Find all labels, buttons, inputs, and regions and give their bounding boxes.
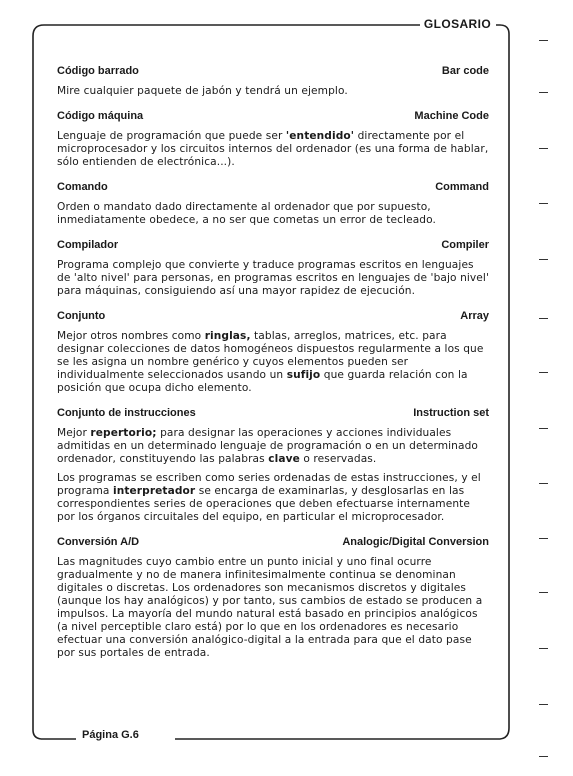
term-spanish: Conjunto de instrucciones [57, 407, 196, 419]
definition-text: Orden o mandato dado directamente al ordenador que por supuesto, inmediatamente obedece, a no ser que cometas un error de tecleado. [57, 201, 436, 226]
page-number: Página G.6 [78, 728, 143, 742]
glossary-content [57, 64, 489, 671]
term-spanish: Comando [57, 181, 108, 193]
term-spanish: Código barrado [57, 65, 139, 77]
definition-paragraph [57, 85, 489, 98]
definition-bold-text: clave [268, 453, 300, 465]
term-spanish: Código máquina [57, 110, 144, 122]
margin-mark [539, 203, 548, 204]
entry-header [57, 406, 489, 420]
term-english: Array [460, 310, 489, 322]
definition-bold-text: repertorio; [90, 427, 157, 439]
definition-text: Lenguaje de programación que puede ser [57, 130, 286, 142]
definition-paragraph [57, 330, 489, 395]
glossary-entry [57, 109, 489, 169]
glossary-entry [57, 180, 489, 227]
definition-text: directamente por el microprocesador y los circuitos internos del ordenador (es una forma de hablar, sólo entienden de electrónica...). [57, 130, 489, 168]
entry-header [57, 238, 489, 252]
definition-paragraph [57, 427, 489, 466]
margin-mark [539, 40, 548, 41]
definition-text: Mejor otros nombres como [57, 330, 205, 342]
definition-text: Los programas se escriben como series ordenadas de estas instrucciones, y el programa [57, 472, 481, 497]
margin-mark [539, 483, 548, 484]
page-title: GLOSARIO [420, 17, 495, 31]
term-spanish: Conversión A/D [57, 536, 140, 548]
margin-mark [539, 428, 548, 429]
term-english: Machine Code [414, 110, 489, 122]
definition-paragraph [57, 556, 489, 660]
entry-header [57, 309, 489, 323]
entry-definition [57, 330, 489, 395]
entry-definition [57, 201, 489, 227]
margin-mark [539, 372, 548, 373]
entry-definition [57, 85, 489, 98]
margin-mark [539, 592, 548, 593]
entry-definition [57, 130, 489, 169]
definition-text: Las magnitudes cuyo cambio entre un punto inicial y uno final ocurre gradualmente y no de manera infinitesimalmente continua se denominan digitales o discretas. Los ordenadores son mecanismos discretos y digitales (aunque los hay analógicos) y por tanto, sus cambios de estado se producen a impulsos. La mayoría del mundo natural está basado en principios analógicos (a nivel perceptible claro está) por lo que en los ordenadores es necesario efectuar una conversión analógico-digital a la entrada para que el dato pase por sus portales de entrada. [57, 556, 483, 659]
definition-text: que guarda relación con la posición que ocupa dicho elemento. [57, 369, 468, 394]
glossary-entry [57, 535, 489, 660]
margin-mark [539, 92, 548, 93]
term-spanish: Compilador [57, 239, 119, 251]
glossary-entry [57, 309, 489, 395]
definition-text: o reservadas. [299, 453, 377, 465]
entry-definition [57, 427, 489, 524]
margin-mark [539, 259, 548, 260]
definition-bold-text: sufijo [286, 369, 321, 381]
definition-text: tablas, arreglos, matrices, etc. para designar colecciones de datos homogéneos dispuestos regularmente a los que se les asigna un nombre genérico y cuyos elementos pueden ser individualmente seleccionados usando un [57, 330, 484, 381]
term-english: Bar code [441, 65, 489, 77]
definition-paragraph [57, 130, 489, 169]
margin-mark [539, 704, 548, 705]
glossary-entry [57, 64, 489, 98]
margin-mark [539, 148, 548, 149]
definition-text: Mire cualquier paquete de jabón y tendrá un ejemplo. [57, 85, 348, 97]
entry-definition [57, 556, 489, 660]
term-english: Instruction set [413, 407, 489, 419]
margin-mark [539, 648, 548, 649]
definition-paragraph [57, 259, 489, 298]
definition-text: Programa complejo que convierte y traduce programas escritos en lenguajes de 'alto nivel' para personas, en programas escritos en lenguajes de 'bajo nivel' para máquinas, consiguiendo así una mayor rapidez de ejecución. [57, 259, 489, 297]
entry-definition [57, 259, 489, 298]
entry-header [57, 64, 489, 78]
term-english: Compiler [441, 239, 489, 251]
glossary-entry [57, 238, 489, 298]
definition-text: Mejor [57, 427, 91, 439]
entry-header [57, 535, 489, 549]
definition-paragraph [57, 472, 489, 524]
definition-bold-text: ringlas, [204, 330, 251, 342]
term-english: Analogic/Digital Conversion [342, 536, 489, 548]
glossary-entry [57, 406, 489, 524]
entry-header [57, 180, 489, 194]
definition-text: se encarga de examinarlas, y desglosarlas en las correspondientes series de operaciones que deben efectuarse internamente por los órganos circuitales del equipo, en particular el microprocesador. [57, 485, 471, 523]
definition-bold-text: interpretador [112, 485, 196, 497]
margin-mark [539, 756, 548, 757]
margin-mark [539, 318, 548, 319]
term-english: Command [435, 181, 489, 193]
definition-text: para designar las operaciones y acciones individuales admitidas en un determinado lenguaje de programación o en un determinado ordenador, constituyendo las palabras [57, 427, 478, 465]
definition-paragraph [57, 201, 489, 227]
entry-header [57, 109, 489, 123]
definition-bold-text: 'entendido' [285, 130, 355, 142]
term-spanish: Conjunto [57, 310, 106, 322]
margin-mark [539, 538, 548, 539]
